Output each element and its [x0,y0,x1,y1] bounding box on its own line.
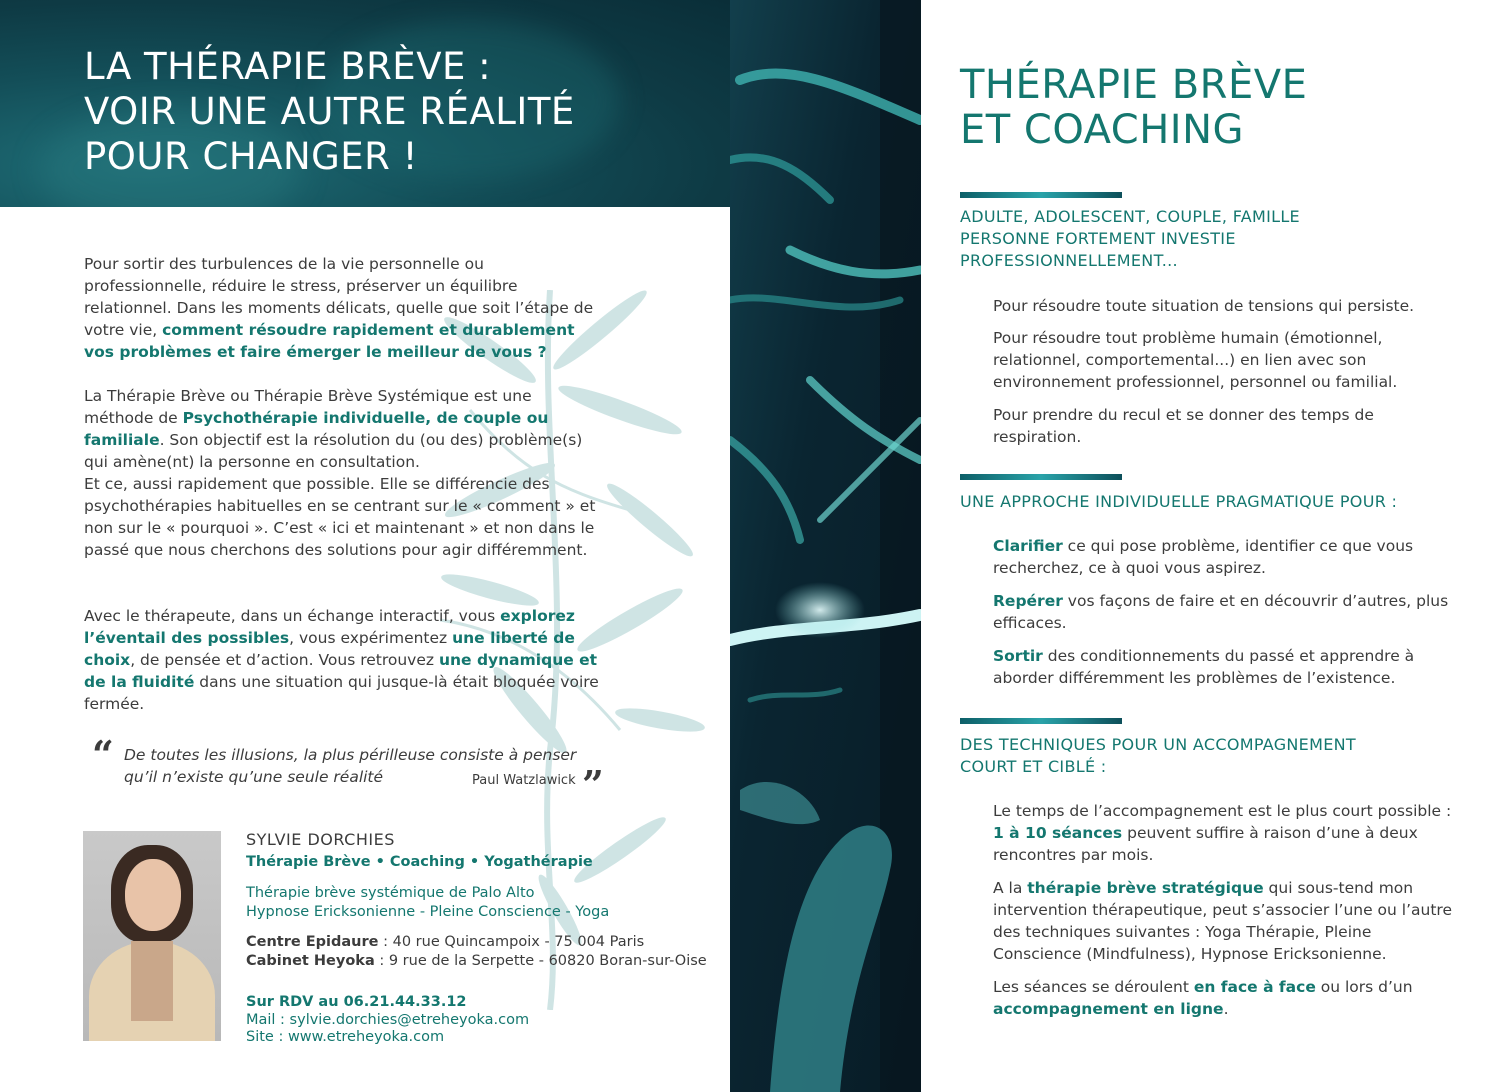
title-line: ET COACHING [960,107,1245,153]
location-address: : 9 rue de la Serpette - 60820 Boran-sur-Oise [374,953,707,969]
text: A la [993,879,1028,897]
text: , de pensée et d’action. Vous retrouvez [130,651,439,669]
highlight-text: une liberté de choix [84,629,575,669]
title-line: VOIR UNE AUTRE RÉALITÉ [84,90,575,133]
audience-item: Pour résoudre tout problème humain (émotionnel, relationnel, comportemental...) en lien avec son environnement professionnel, personnel ou familial. [993,329,1398,391]
highlight-text: explorez l’éventail des possibles [84,607,575,647]
audience-item: Pour résoudre toute situation de tensions qui persiste. [993,297,1415,315]
text: Les séances se déroulent [993,978,1194,996]
highlight-text: Clarifier [993,537,1063,555]
title-line: POUR CHANGER ! [84,135,418,178]
email-link[interactable]: Mail : sylvie.dorchies@etreheyoka.com [246,1012,530,1028]
therapist-paragraph [84,605,599,715]
location-line [246,933,716,952]
section-heading-techniques [960,734,1440,778]
text: vos façons de faire et en découvrir d’autres, plus efficaces. [993,592,1449,632]
text: La Thérapie Brève ou Thérapie Brève Systémique est une méthode de [84,387,532,427]
quote-author: Paul Watzlawick [472,773,576,788]
therapist-portrait-photo [83,831,221,1041]
specialty-line: Hypnose Ericksonienne - Pleine Conscience - Yoga [246,904,610,920]
highlight-text: Psychothérapie individuelle, de couple ou familiale [84,409,549,449]
text: Avec le thérapeute, dans un échange interactif, vous [84,607,501,625]
approach-item [993,590,1453,634]
heading-line: COURT ET CIBLÉ : [960,757,1107,776]
tagline: Thérapie Brève • Coaching • Yogathérapie [246,854,593,870]
specialty-line: Thérapie brève systémique de Palo Alto [246,885,535,901]
phone-line: Sur RDV au 06.21.44.33.12 [246,994,467,1010]
text: ce qui pose problème, identifier ce que vous recherchez, ce à quoi vous aspirez. [993,537,1414,577]
title-line: LA THÉRAPIE BRÈVE : [84,45,492,88]
highlight-text: comment résoudre rapidement et durablement vos problèmes et faire émerger le meilleur de vous ? [84,321,575,361]
highlight-text: une dynamique et de la fluidité [84,651,598,691]
technique-item [993,976,1453,1020]
text: Pour sortir des turbulences de la vie personnelle ou professionnelle, réduire le stress, préserver un équilibre relationnel. Dans les moments délicats, quelle que soit l’étape de votre vie, [84,255,594,339]
heading-line: PROFESSIONNELLEMENT... [960,251,1178,270]
text: qui sous-tend mon intervention thérapeutique, peut s’associer l’une ou l’autre des techniques suivantes : Yoga Thérapie, Pleine Conscience (Mindfulness), Hypnose Ericksonienne. [993,879,1452,963]
technique-item [993,800,1453,866]
portrait-top [131,941,173,1021]
text: peuvent suffire à raison d’une à deux rencontres par mois. [993,824,1418,864]
center-photo-strip [730,0,921,1092]
highlight-text: thérapie brève stratégique [1027,879,1264,897]
highlight-text: en face à face [1193,978,1316,996]
highlight-text: 1 à 10 séances [993,824,1123,842]
heading-line: DES TECHNIQUES POUR UN ACCOMPAGNEMENT [960,735,1356,754]
title-line: THÉRAPIE BRÈVE [960,62,1308,108]
website-link[interactable]: Site : www.etreheyoka.com [246,1029,445,1045]
text: . [1223,1000,1229,1018]
quote-text: De toutes les illusions, la plus périlleuse consiste à penser qu’il n’existe qu’une seule réalité [124,746,577,786]
location-address: : 40 rue Quincampoix - 75 004 Paris [378,934,645,950]
portrait-face [125,859,181,931]
section-heading-audience [960,206,1440,272]
heading-line: PERSONNE FORTEMENT INVESTIE [960,229,1236,248]
text: dans une situation qui jusque-là était bloquée voire fermée. [84,673,599,713]
section-divider [960,474,1122,480]
text: Et ce, aussi rapidement que possible. Elle se différencie des psychothérapies habituelles en se centrant sur le « comment » et non sur le « pourquoi ». C’est « ici et maintenant » et non dans le passé que nous cherchons des solutions pour agir différemment. [84,475,596,559]
quote-block [92,732,612,810]
text: , vous expérimentez [289,629,453,647]
intro-paragraph [84,253,599,363]
contact-block [246,830,716,1046]
audience-item: Pour prendre du recul et se donner des temps de respiration. [993,406,1374,446]
section-divider [960,718,1122,724]
location-label: Cabinet Heyoka [246,953,375,969]
therapist-name: SYLVIE DORCHIES [246,830,395,849]
left-page-title [84,44,704,179]
text: des conditionnements du passé et apprendre à aborder différemment les problèmes de l’existence. [993,647,1415,687]
section-divider [960,192,1122,198]
text: Le temps de l’accompagnement est le plus court possible : [993,802,1452,820]
location-line [246,952,716,971]
location-label: Centre Epidaure [246,934,379,950]
heading-line: ADULTE, ADOLESCENT, COUPLE, FAMILLE [960,207,1300,226]
right-page-title [960,63,1460,153]
open-quote-mark: “ [92,732,114,777]
left-header-banner [0,0,730,207]
close-quote-mark: ” [582,762,604,807]
text: . Son objectif est la résolution du (ou des) problème(s) qui amène(nt) la personne en consultation. [84,431,583,471]
method-paragraph [84,385,599,561]
approach-item [993,535,1453,579]
highlight-text: Sortir [993,647,1043,665]
highlight-text: accompagnement en ligne [993,1000,1224,1018]
section-heading-approach: UNE APPROCHE INDIVIDUELLE PRAGMATIQUE POUR : [960,492,1398,511]
technique-item [993,877,1453,965]
text: ou lors d’un [1315,978,1413,996]
approach-item [993,645,1453,689]
highlight-text: Repérer [993,592,1063,610]
